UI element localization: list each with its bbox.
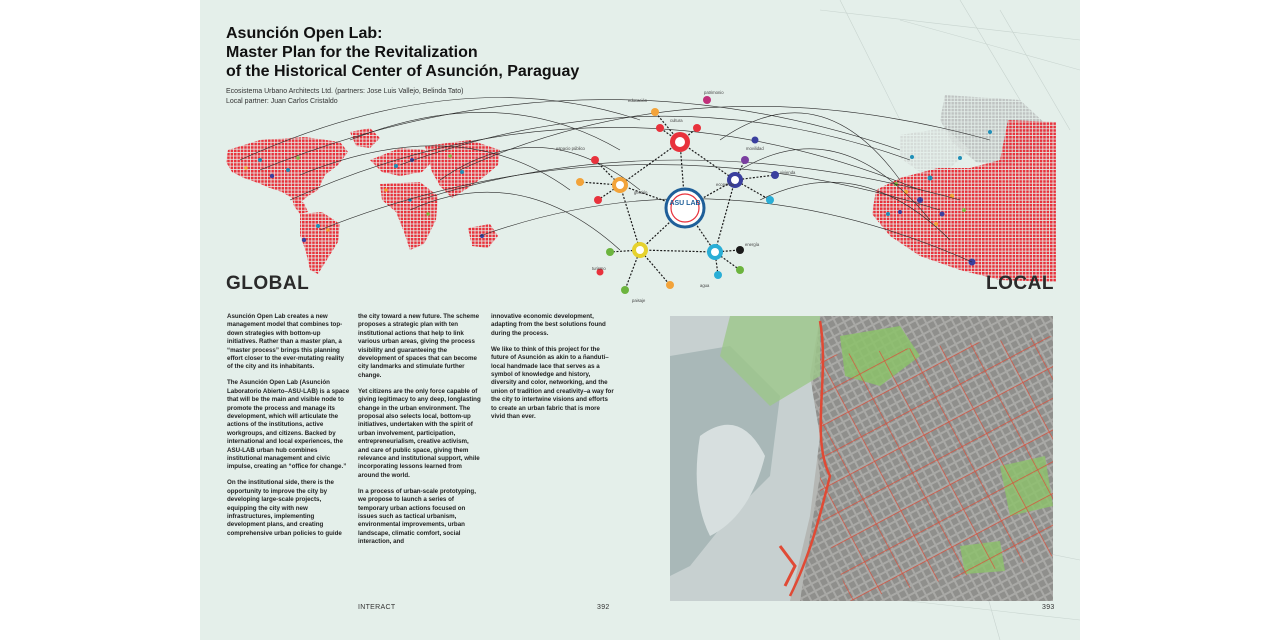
footer-section: INTERACT [358, 604, 396, 611]
paragraph: the city toward a new future. The scheme proposes a strategic plan with ten institutional actions that help to link various urban areas, giving the process visibility and guaranteeing the development of spaces that can become city landmarks and stimulate further change. [358, 313, 480, 379]
node-label: educación [628, 98, 648, 103]
node-label: agua [700, 283, 710, 288]
hub-label: ASU LAB [669, 200, 701, 207]
node-label: movilidad [746, 146, 764, 151]
credit-line: Ecosistema Urbano Architects Ltd. (partners: Jose Luis Vallejo, Belinda Tato) [226, 88, 464, 95]
text-column-1 [227, 313, 350, 546]
local-map [872, 95, 1056, 282]
credits [226, 87, 463, 107]
page-number-right: 393 [1042, 604, 1055, 611]
page-title [226, 24, 579, 81]
node-label: economía [716, 182, 735, 187]
node-label: gestión [634, 190, 648, 195]
node-label: cultura [670, 118, 683, 123]
text-column-3 [491, 313, 614, 429]
node-label: vivienda [780, 170, 796, 175]
paragraph: On the institutional side, there is the opportunity to improve the city by developing large-scale projects, equipping the city with new infrastructures, implementing development plans, and creating comprehensive urban policies to guide [227, 479, 342, 537]
aerial-plan-image [670, 316, 1053, 601]
local-label: LOCAL [986, 273, 1054, 294]
node-label: espacio público [556, 146, 585, 151]
aerial-plan-graphic [670, 316, 1053, 601]
node-label: patrimonio [704, 90, 724, 95]
paragraph: Asunción Open Lab creates a new management model that combines top-down strategies with bottom-up initiatives. Rather than a master plan, a “master process” brings this planning effort closer to the ever-mutating reality of the city and its inhabitants. [227, 313, 344, 371]
network-diagram [556, 90, 796, 303]
page-number-left: 392 [597, 604, 610, 611]
paragraph: In a process of urban-scale prototyping, we propose to launch a series of temporary urban actions focused on issues such as tactical urbanism, environmental improvements, urban landscape, climatic comfort, social interaction, and [358, 487, 476, 546]
title-line: of the Historical Center of Asunción, Paraguay [226, 63, 580, 80]
book-spread [200, 0, 1080, 640]
credit-line: Local partner: Juan Carlos Cristaldo [226, 98, 338, 105]
node-label: turismo [592, 266, 606, 271]
paragraph: The Asunción Open Lab (Asunción Laboratorio Abierto–ASU-LAB) is a space that will be the main and visible node to promote the process and manage its development, which will articulate the actions of the institutions, active workgroups, and citizens. Backed by international and local experiences, the ASU-LAB urban hub combines institutional management and civic impulse, creating an “office for change.” [227, 379, 350, 471]
node-label: energía [745, 242, 760, 247]
text-column-2 [358, 313, 481, 554]
title-line: Master Plan for the Revitalization [226, 44, 478, 61]
global-label: GLOBAL [226, 273, 310, 294]
world-map [226, 128, 500, 274]
paragraph: innovative economic development, adapting from the best solutions found during the process. [491, 313, 606, 337]
paragraph: Yet citizens are the only force capable of giving legitimacy to any deep, longlasting change in the urban environment. The proposal also selects local, bottom-up initiatives, undertaken with the spirit of urban involvement, participation, entrepreneurialism, creative activism, and care of public space, giving them relevance and institutional support, while incorporating lessons learned from around the world. [358, 387, 481, 479]
node-label: paisaje [632, 298, 646, 303]
title-line: Asunción Open Lab: [226, 25, 383, 42]
paragraph: We like to think of this project for the future of Asunción as akin to a ñandutí–local handmade lace that serves as a symbol of knowledge and history, diversity and color, networking, and the union of tradition and creativity–a way for the city to intertwine visions and efforts to create an urban fabric that is more vivid than ever. [491, 345, 614, 420]
